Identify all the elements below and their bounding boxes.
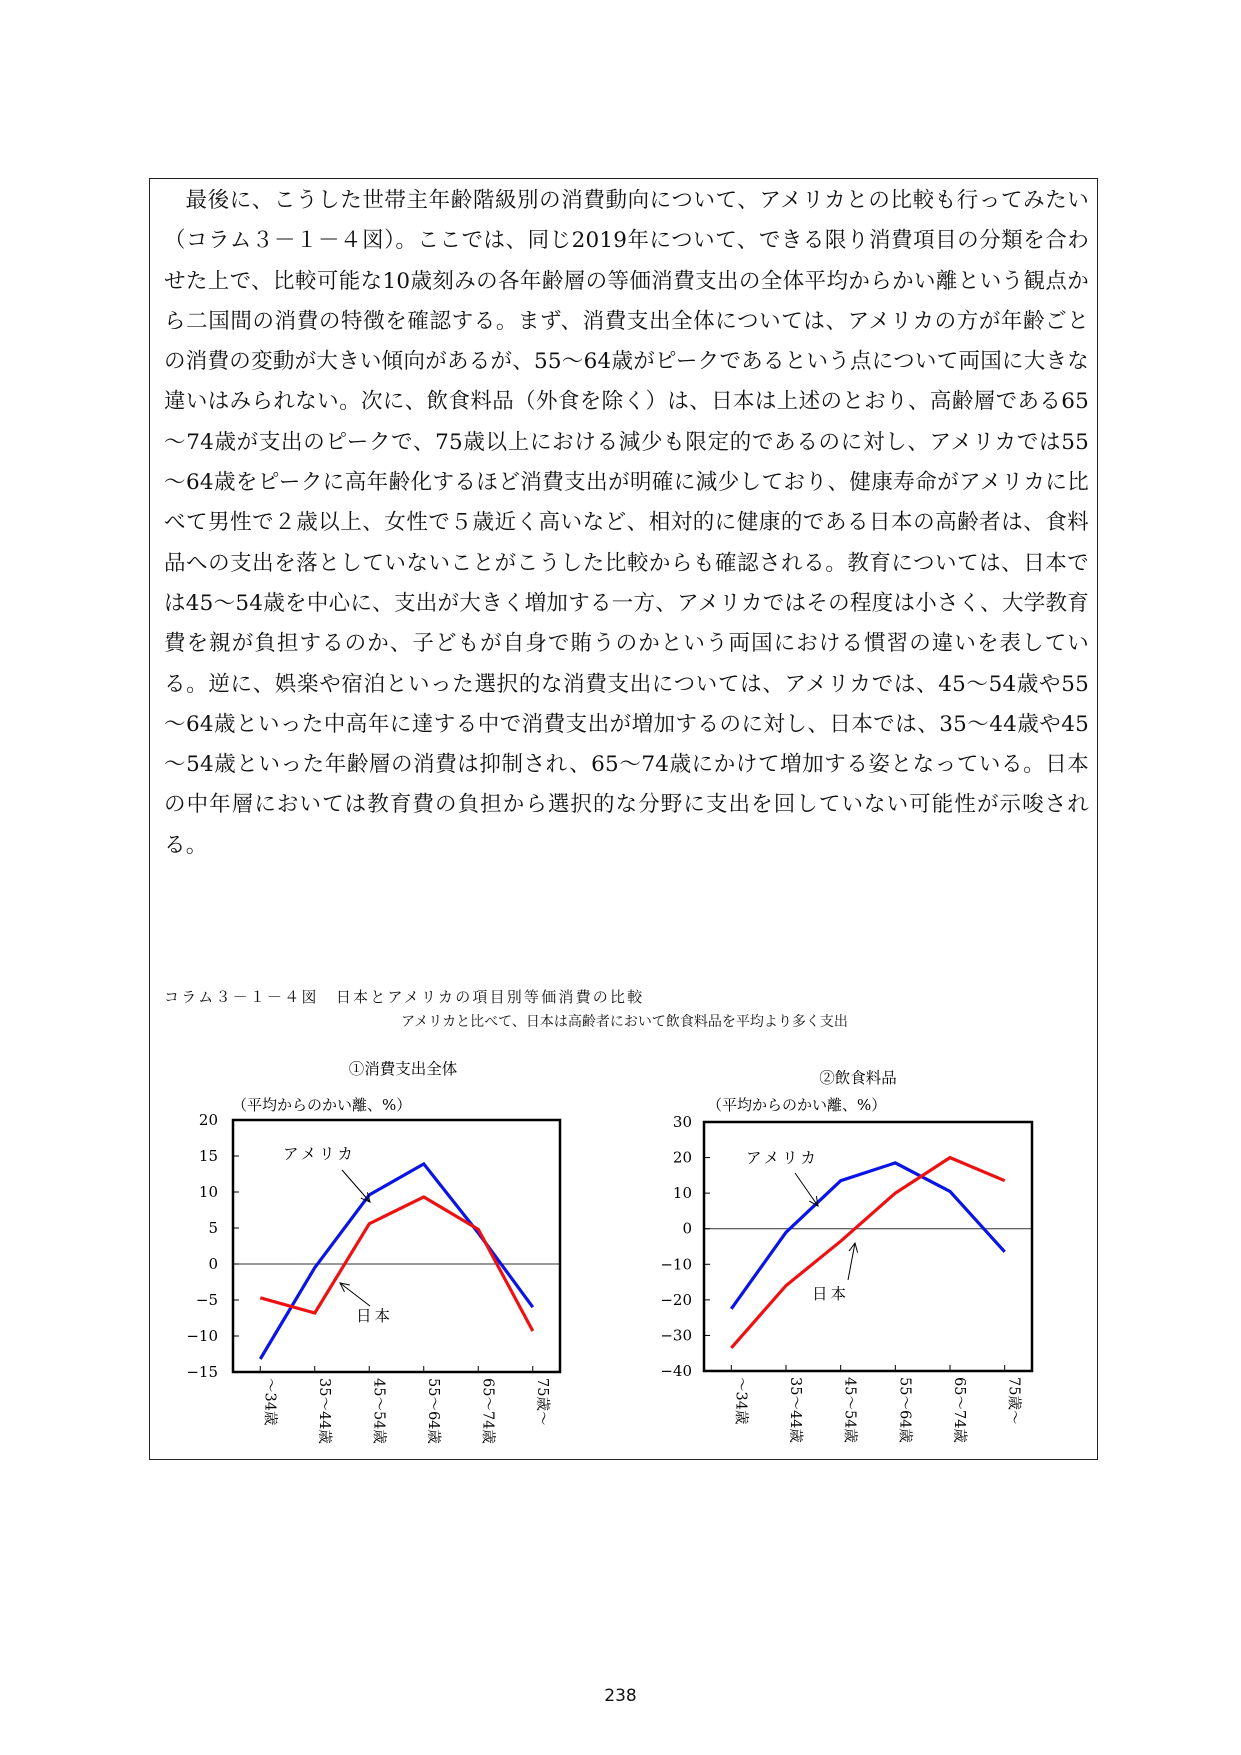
x-tick-label: 35～44歳 (787, 1377, 803, 1443)
annotation-arrow-shaft (342, 1170, 370, 1202)
x-tick-label: 45～54歳 (841, 1377, 858, 1443)
series-label: 日本 (356, 1307, 394, 1325)
y-tick-label: −10 (660, 1255, 692, 1274)
y-tick-label: 10 (672, 1184, 692, 1203)
y-tick-label: −30 (660, 1326, 692, 1345)
annotation-arrow-shaft (795, 1173, 818, 1206)
x-tick-label: 65～74歳 (951, 1377, 967, 1443)
annotation-arrow-shaft (340, 1283, 370, 1306)
y-tick-label: −40 (660, 1362, 692, 1380)
series-line-america (260, 1164, 533, 1359)
chart-title: ①消費支出全体 (348, 1060, 458, 1078)
y-tick-label: 0 (682, 1219, 692, 1238)
y-tick-label: 20 (198, 1111, 218, 1129)
x-tick-label: 75歳～ (1005, 1377, 1022, 1425)
series-label: 日本 (812, 1285, 850, 1303)
series-label: アメリカ (283, 1145, 356, 1163)
y-tick-label: −10 (186, 1327, 218, 1345)
x-tick-label: ～34歳 (261, 1378, 278, 1426)
figure-title: コラム３－１－４図 日本とアメリカの項目別等価消費の比較 (164, 988, 645, 1006)
x-tick-label: 45～54歳 (370, 1378, 387, 1444)
y-tick-label: 30 (672, 1113, 692, 1131)
y-tick-label: −20 (660, 1290, 692, 1309)
y-axis-unit: （平均からのかい離、%） (232, 1096, 412, 1114)
y-tick-label: 10 (198, 1183, 218, 1201)
y-tick-label: 15 (198, 1147, 218, 1165)
series-label: アメリカ (746, 1149, 819, 1167)
y-tick-label: 0 (208, 1255, 218, 1273)
chart-title: ②飲食料品 (819, 1069, 897, 1087)
x-tick-label: 65～74歳 (479, 1378, 496, 1444)
x-tick-label: 55～64歳 (424, 1378, 441, 1444)
y-tick-label: 5 (208, 1219, 218, 1237)
page-number: 238 (604, 1686, 637, 1706)
x-tick-label: 55～64歳 (896, 1377, 913, 1443)
x-tick-label: 35～44歳 (315, 1378, 332, 1444)
x-tick-label: ～34歳 (732, 1377, 749, 1425)
series-line-america (731, 1163, 1004, 1309)
y-axis-unit: （平均からのかい離、%） (707, 1096, 887, 1114)
y-tick-label: 20 (672, 1148, 692, 1167)
y-tick-label: −5 (195, 1291, 218, 1309)
x-tick-label: 75歳～ (533, 1378, 550, 1426)
y-tick-label: −15 (186, 1363, 218, 1381)
figure-subtitle: アメリカと比べて、日本は高齢者において飲食料品を平均より多く支出 (401, 1014, 848, 1030)
body-paragraph: 最後に、こうした世帯主年齢階級別の消費動向について、アメリカとの比較も行ってみたい（コラム３－１－４図）。ここでは、同じ2019年について、できる限り消費項目の分類を合わせた上で、比較可能な10歳刻みの各年齢層の等価消費支出の全体平均からかい離という観点から二国間の消費の特徴を確認する。まず、消費支出全体については、アメリカの方が年齢ごとの消費の変動が大きい傾向があるが、55～64歳がピークであるという点について両国に大きな違いはみられない。次に、飲食料品（外食を除く）は、日本は上述のとおり、高齢層である65～74歳が支出のピークで、75歳以上における減少も限定的であるのに対し、アメリカでは55～64歳をピークに高年齢化するほど消費支出が明確に減少しており、健康寿命がアメリカに比べて男性で２歳以上、女性で５歳近く高いなど、相対的に健康的である日本の高齢者は、食料品への支出を落としていないことがこうした比較からも確認される。教育については、日本では45～54歳を中心に、支出が大きく増加する一方、アメリカではその程度は小さく、大学教育費を親が負担するのか、子どもが自身で賄うのかという両国における慣習の違いを表している。逆に、娯楽や宿泊といった選択的な消費支出については、アメリカでは、45～54歳や55～64歳といった中高年に達する中で消費支出が増加するのに対し、日本では、35～44歳や45～54歳といった年齢層の消費は抑制され、65～74歳にかけて増加する姿となっている。日本の中年層においては教育費の負担から選択的な分野に支出を回していない可能性が示唆される。 (164, 188, 1089, 858)
